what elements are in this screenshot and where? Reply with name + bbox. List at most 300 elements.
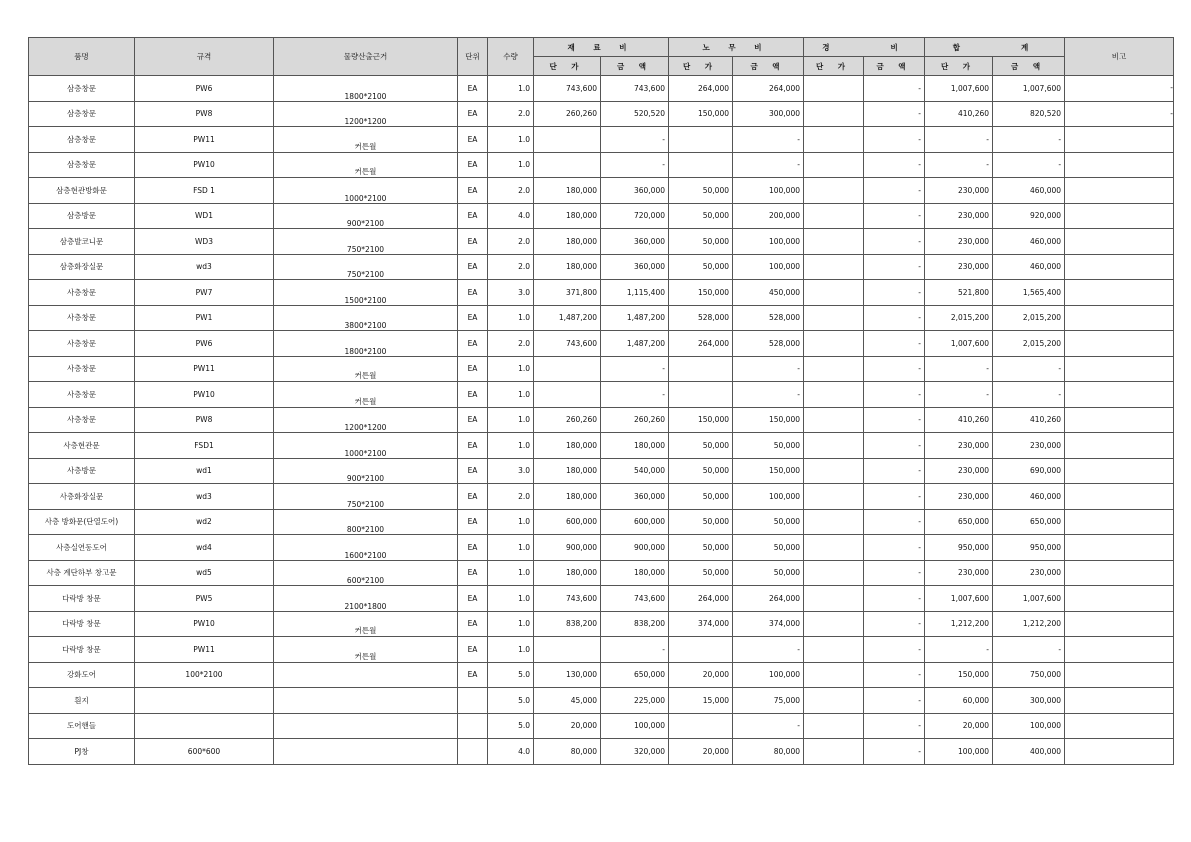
cell-material-unit-price: 743,600: [534, 76, 601, 102]
cell-name: 다락방 창문: [29, 586, 135, 612]
cell-basis: 2100*1800: [274, 586, 458, 612]
cell-material-amount: 320,000: [601, 739, 669, 765]
cell-expense-unit-price: [804, 229, 864, 255]
cell-labor-amount: -: [733, 152, 804, 178]
cell-unit: [458, 713, 488, 739]
cell-total-amount: 1,007,600: [993, 586, 1065, 612]
cell-basis: 커튼월: [274, 382, 458, 408]
cell-basis: 1000*2100: [274, 433, 458, 459]
cell-expense-amount: -: [864, 407, 925, 433]
cell-spec: PW10: [135, 611, 274, 637]
cell-expense-amount: -: [864, 229, 925, 255]
cell-material-unit-price: 180,000: [534, 203, 601, 229]
table-row: [29, 254, 1174, 280]
cell-name: 사층화장실문: [29, 484, 135, 510]
cell-unit: EA: [458, 229, 488, 255]
cell-basis: 커튼월: [274, 356, 458, 382]
outside-mark: -: [1170, 109, 1173, 118]
cell-total-amount: 690,000: [993, 458, 1065, 484]
cell-labor-amount: 100,000: [733, 662, 804, 688]
cell-basis: 커튼월: [274, 127, 458, 153]
header-qty: 수량: [488, 38, 534, 76]
outside-mark: -: [1170, 83, 1173, 92]
cell-basis: 750*2100: [274, 484, 458, 510]
cell-expense-unit-price: [804, 637, 864, 663]
cell-qty: 5.0: [488, 713, 534, 739]
cell-labor-amount: 100,000: [733, 254, 804, 280]
cell-basis: 1200*1200: [274, 407, 458, 433]
cell-unit: EA: [458, 637, 488, 663]
cell-material-unit-price: 80,000: [534, 739, 601, 765]
cell-material-amount: -: [601, 637, 669, 663]
cell-labor-unit-price: 264,000: [669, 76, 733, 102]
table-header: [29, 38, 1174, 76]
cell-labor-amount: -: [733, 382, 804, 408]
cell-expense-amount: -: [864, 382, 925, 408]
cell-expense-amount: -: [864, 356, 925, 382]
cell-total-unit-price: 410,260: [925, 407, 993, 433]
cell-material-unit-price: 260,260: [534, 101, 601, 127]
cell-expense-amount: -: [864, 637, 925, 663]
cell-material-amount: 520,520: [601, 101, 669, 127]
cell-labor-unit-price: 50,000: [669, 458, 733, 484]
table-row: [29, 356, 1174, 382]
cell-expense-amount: -: [864, 203, 925, 229]
cell-labor-unit-price: 150,000: [669, 280, 733, 306]
table-row: [29, 611, 1174, 637]
cell-expense-unit-price: [804, 101, 864, 127]
cell-expense-amount: -: [864, 305, 925, 331]
cell-spec: wd3: [135, 484, 274, 510]
cell-labor-amount: 450,000: [733, 280, 804, 306]
cell-labor-unit-price: [669, 637, 733, 663]
cell-expense-unit-price: [804, 127, 864, 153]
cell-labor-unit-price: 50,000: [669, 203, 733, 229]
cell-material-unit-price: 180,000: [534, 178, 601, 204]
cell-expense-unit-price: [804, 356, 864, 382]
cell-labor-unit-price: 50,000: [669, 509, 733, 535]
cell-labor-unit-price: 264,000: [669, 586, 733, 612]
cell-total-unit-price: 1,007,600: [925, 76, 993, 102]
cell-remark: [1065, 229, 1174, 255]
cell-name: 다락방 창문: [29, 637, 135, 663]
cell-remark: [1065, 535, 1174, 561]
cell-labor-amount: -: [733, 713, 804, 739]
cell-spec: FSD 1: [135, 178, 274, 204]
table-row: [29, 203, 1174, 229]
cell-labor-amount: 264,000: [733, 586, 804, 612]
cell-basis: 1000*2100: [274, 178, 458, 204]
cell-spec: PW6: [135, 331, 274, 357]
cell-name: 흰지: [29, 688, 135, 714]
cell-material-amount: 1,115,400: [601, 280, 669, 306]
cell-basis: 1500*2100: [274, 280, 458, 306]
cell-material-unit-price: [534, 637, 601, 663]
cell-labor-amount: 100,000: [733, 178, 804, 204]
cell-total-amount: 1,212,200: [993, 611, 1065, 637]
cell-spec: [135, 688, 274, 714]
cell-total-amount: 400,000: [993, 739, 1065, 765]
table-row: [29, 586, 1174, 612]
cell-material-unit-price: [534, 356, 601, 382]
cell-labor-amount: 200,000: [733, 203, 804, 229]
cell-unit: EA: [458, 586, 488, 612]
cell-total-unit-price: 230,000: [925, 203, 993, 229]
cell-total-unit-price: 230,000: [925, 560, 993, 586]
cell-name: 사층창문: [29, 407, 135, 433]
cell-material-amount: 360,000: [601, 178, 669, 204]
cell-labor-amount: 150,000: [733, 407, 804, 433]
cell-unit: EA: [458, 535, 488, 561]
cell-remark: [1065, 331, 1174, 357]
cell-qty: 1.0: [488, 152, 534, 178]
cell-total-unit-price: 60,000: [925, 688, 993, 714]
header-total-unit-price: 단 가: [925, 57, 993, 76]
cell-labor-unit-price: 528,000: [669, 305, 733, 331]
cell-remark: [1065, 611, 1174, 637]
cell-total-amount: 1,565,400: [993, 280, 1065, 306]
cell-expense-unit-price: [804, 611, 864, 637]
cell-labor-unit-price: [669, 382, 733, 408]
cell-expense-amount: -: [864, 535, 925, 561]
cell-labor-amount: 50,000: [733, 433, 804, 459]
cell-expense-unit-price: [804, 280, 864, 306]
cell-material-unit-price: [534, 152, 601, 178]
cell-expense-unit-price: [804, 560, 864, 586]
cell-unit: EA: [458, 280, 488, 306]
cell-total-unit-price: 230,000: [925, 433, 993, 459]
table-row: [29, 76, 1174, 102]
cell-expense-unit-price: [804, 713, 864, 739]
cell-labor-amount: -: [733, 127, 804, 153]
cell-material-amount: 1,487,200: [601, 331, 669, 357]
cell-labor-amount: 374,000: [733, 611, 804, 637]
cell-total-amount: 230,000: [993, 433, 1065, 459]
cell-material-amount: -: [601, 356, 669, 382]
cell-total-amount: -: [993, 127, 1065, 153]
cell-material-amount: 100,000: [601, 713, 669, 739]
cell-name: PJ창: [29, 739, 135, 765]
header-expense: 경 비: [804, 38, 925, 57]
cell-qty: 4.0: [488, 739, 534, 765]
cell-remark: [1065, 509, 1174, 535]
cell-expense-unit-price: [804, 76, 864, 102]
cell-expense-unit-price: [804, 739, 864, 765]
cell-labor-unit-price: 20,000: [669, 739, 733, 765]
cell-basis: 1800*2100: [274, 331, 458, 357]
cell-spec: PW11: [135, 127, 274, 153]
cell-labor-amount: 50,000: [733, 560, 804, 586]
cell-basis: 800*2100: [274, 509, 458, 535]
cell-total-amount: 460,000: [993, 178, 1065, 204]
cell-expense-unit-price: [804, 688, 864, 714]
header-basis: 물량산출근거: [274, 38, 458, 76]
cell-remark: [1065, 305, 1174, 331]
cell-material-amount: 650,000: [601, 662, 669, 688]
cell-expense-amount: -: [864, 713, 925, 739]
cell-qty: 1.0: [488, 637, 534, 663]
header-labor-unit-price: 단 가: [669, 57, 733, 76]
estimate-table: [28, 37, 1174, 765]
cell-qty: 1.0: [488, 127, 534, 153]
cell-unit: EA: [458, 509, 488, 535]
cell-total-unit-price: 230,000: [925, 458, 993, 484]
cell-name: 삼층발코니문: [29, 229, 135, 255]
cell-total-unit-price: 20,000: [925, 713, 993, 739]
cell-labor-amount: 75,000: [733, 688, 804, 714]
header-name: 품명: [29, 38, 135, 76]
cell-spec: wd1: [135, 458, 274, 484]
header-total: 합 계: [925, 38, 1065, 57]
cell-unit: EA: [458, 662, 488, 688]
cell-qty: 1.0: [488, 356, 534, 382]
cell-material-amount: -: [601, 152, 669, 178]
cell-name: 삼층창문: [29, 152, 135, 178]
cell-expense-amount: -: [864, 101, 925, 127]
cell-remark: [1065, 662, 1174, 688]
cell-expense-unit-price: [804, 254, 864, 280]
cell-expense-amount: -: [864, 178, 925, 204]
cell-expense-amount: -: [864, 458, 925, 484]
cell-remark: [1065, 127, 1174, 153]
cell-unit: EA: [458, 254, 488, 280]
header-expense-amount: 금 액: [864, 57, 925, 76]
cell-material-amount: 360,000: [601, 254, 669, 280]
cell-material-amount: -: [601, 382, 669, 408]
cell-unit: EA: [458, 356, 488, 382]
cell-material-unit-price: 130,000: [534, 662, 601, 688]
cell-remark: [1065, 560, 1174, 586]
cell-unit: [458, 688, 488, 714]
cell-remark: [1065, 178, 1174, 204]
cell-remark: [1065, 203, 1174, 229]
cell-total-amount: 460,000: [993, 229, 1065, 255]
cell-material-amount: 900,000: [601, 535, 669, 561]
table-row: [29, 152, 1174, 178]
cell-labor-unit-price: 374,000: [669, 611, 733, 637]
cell-qty: 4.0: [488, 203, 534, 229]
cell-total-unit-price: 1,212,200: [925, 611, 993, 637]
cell-total-amount: 2,015,200: [993, 331, 1065, 357]
cell-labor-unit-price: 20,000: [669, 662, 733, 688]
cell-material-unit-price: 180,000: [534, 458, 601, 484]
cell-labor-unit-price: [669, 127, 733, 153]
cell-qty: 1.0: [488, 433, 534, 459]
cell-material-unit-price: [534, 382, 601, 408]
cell-qty: 1.0: [488, 509, 534, 535]
cell-total-unit-price: -: [925, 127, 993, 153]
table-row: [29, 688, 1174, 714]
cell-expense-unit-price: [804, 331, 864, 357]
cell-total-amount: 2,015,200: [993, 305, 1065, 331]
cell-qty: 2.0: [488, 101, 534, 127]
cell-material-unit-price: 45,000: [534, 688, 601, 714]
cell-total-amount: 230,000: [993, 560, 1065, 586]
cell-expense-unit-price: [804, 305, 864, 331]
cell-expense-unit-price: [804, 662, 864, 688]
cell-material-unit-price: 20,000: [534, 713, 601, 739]
cell-expense-unit-price: [804, 152, 864, 178]
table-row: [29, 509, 1174, 535]
cell-material-amount: 225,000: [601, 688, 669, 714]
cell-material-amount: 743,600: [601, 586, 669, 612]
table-row: [29, 637, 1174, 663]
cell-spec: PW11: [135, 637, 274, 663]
cell-total-amount: -: [993, 637, 1065, 663]
cell-total-amount: 300,000: [993, 688, 1065, 714]
table-row: [29, 433, 1174, 459]
table-row: [29, 101, 1174, 127]
cell-labor-amount: 264,000: [733, 76, 804, 102]
cell-total-amount: 650,000: [993, 509, 1065, 535]
cell-material-amount: 180,000: [601, 433, 669, 459]
cell-material-unit-price: 260,260: [534, 407, 601, 433]
cell-material-unit-price: 600,000: [534, 509, 601, 535]
cell-labor-unit-price: 50,000: [669, 229, 733, 255]
cell-expense-unit-price: [804, 509, 864, 535]
cell-spec: wd3: [135, 254, 274, 280]
cell-total-unit-price: 230,000: [925, 178, 993, 204]
cell-qty: 1.0: [488, 382, 534, 408]
cell-material-unit-price: 371,800: [534, 280, 601, 306]
cell-total-amount: 750,000: [993, 662, 1065, 688]
cell-spec: WD1: [135, 203, 274, 229]
cell-qty: 1.0: [488, 611, 534, 637]
cell-qty: 2.0: [488, 331, 534, 357]
cell-unit: EA: [458, 305, 488, 331]
cell-name: 삼층창문: [29, 127, 135, 153]
cell-basis: 커튼월: [274, 152, 458, 178]
cell-basis: 커튼월: [274, 611, 458, 637]
header-spec: 규격: [135, 38, 274, 76]
cell-labor-amount: -: [733, 356, 804, 382]
cell-expense-unit-price: [804, 407, 864, 433]
cell-labor-amount: 100,000: [733, 484, 804, 510]
cell-expense-unit-price: [804, 178, 864, 204]
cell-basis: 커튼월: [274, 637, 458, 663]
cell-labor-unit-price: [669, 356, 733, 382]
cell-material-unit-price: 180,000: [534, 484, 601, 510]
cell-total-amount: 460,000: [993, 254, 1065, 280]
cell-qty: 3.0: [488, 458, 534, 484]
cell-total-unit-price: 521,800: [925, 280, 993, 306]
cell-expense-amount: -: [864, 688, 925, 714]
cell-spec: [135, 713, 274, 739]
cell-labor-unit-price: 50,000: [669, 178, 733, 204]
cell-basis: [274, 739, 458, 765]
cell-material-amount: 1,487,200: [601, 305, 669, 331]
cell-total-unit-price: -: [925, 356, 993, 382]
cell-unit: EA: [458, 433, 488, 459]
cell-remark: [1065, 280, 1174, 306]
cell-expense-amount: -: [864, 76, 925, 102]
cell-material-amount: 360,000: [601, 229, 669, 255]
cell-basis: [274, 713, 458, 739]
cell-basis: 750*2100: [274, 254, 458, 280]
cell-spec: 600*600: [135, 739, 274, 765]
table-row: [29, 280, 1174, 306]
cell-spec: PW5: [135, 586, 274, 612]
cell-unit: EA: [458, 382, 488, 408]
cell-remark: [1065, 586, 1174, 612]
table-row: [29, 713, 1174, 739]
table-row: [29, 382, 1174, 408]
cell-unit: EA: [458, 560, 488, 586]
cell-labor-unit-price: 50,000: [669, 433, 733, 459]
cell-expense-amount: -: [864, 586, 925, 612]
cell-unit: [458, 739, 488, 765]
table-row: [29, 178, 1174, 204]
cell-labor-unit-price: 50,000: [669, 535, 733, 561]
table-row: [29, 662, 1174, 688]
cell-labor-amount: 150,000: [733, 458, 804, 484]
cell-total-unit-price: 230,000: [925, 484, 993, 510]
cell-spec: 100*2100: [135, 662, 274, 688]
cell-basis: 1600*2100: [274, 535, 458, 561]
cell-name: 삼층현관방화문: [29, 178, 135, 204]
cell-name: 사층실연동도어: [29, 535, 135, 561]
cell-total-unit-price: 1,007,600: [925, 331, 993, 357]
header-unit: 단위: [458, 38, 488, 76]
cell-qty: 1.0: [488, 407, 534, 433]
cell-remark: [1065, 407, 1174, 433]
cell-total-amount: -: [993, 356, 1065, 382]
cell-material-amount: 838,200: [601, 611, 669, 637]
cell-expense-unit-price: [804, 458, 864, 484]
cell-total-amount: -: [993, 382, 1065, 408]
cell-spec: PW6: [135, 76, 274, 102]
cell-total-amount: 820,520: [993, 101, 1065, 127]
cell-qty: 2.0: [488, 229, 534, 255]
cell-expense-amount: -: [864, 484, 925, 510]
cell-labor-amount: 528,000: [733, 331, 804, 357]
cell-material-unit-price: 180,000: [534, 254, 601, 280]
cell-material-amount: 360,000: [601, 484, 669, 510]
cell-name: 다락방 창문: [29, 611, 135, 637]
table-row: [29, 331, 1174, 357]
cell-labor-amount: 300,000: [733, 101, 804, 127]
cell-spec: PW8: [135, 101, 274, 127]
cell-unit: EA: [458, 101, 488, 127]
cell-name: 강화도어: [29, 662, 135, 688]
table-body: [29, 76, 1174, 765]
table-row: [29, 739, 1174, 765]
cell-qty: 2.0: [488, 484, 534, 510]
cell-basis: 1800*2100: [274, 76, 458, 102]
cell-spec: PW11: [135, 356, 274, 382]
cell-expense-unit-price: [804, 203, 864, 229]
cell-remark: [1065, 254, 1174, 280]
cell-labor-unit-price: [669, 152, 733, 178]
cell-qty: 2.0: [488, 254, 534, 280]
cell-total-unit-price: 650,000: [925, 509, 993, 535]
table-row: [29, 305, 1174, 331]
cell-remark: [1065, 356, 1174, 382]
cell-name: 도어핸들: [29, 713, 135, 739]
cell-name: 사층현관문: [29, 433, 135, 459]
cell-spec: wd5: [135, 560, 274, 586]
cell-basis: 900*2100: [274, 203, 458, 229]
cell-name: 삼층창문: [29, 76, 135, 102]
cell-total-amount: 460,000: [993, 484, 1065, 510]
cell-labor-amount: -: [733, 637, 804, 663]
cell-expense-amount: -: [864, 433, 925, 459]
cell-spec: PW7: [135, 280, 274, 306]
cell-remark: [1065, 713, 1174, 739]
cell-total-unit-price: 2,015,200: [925, 305, 993, 331]
cell-unit: EA: [458, 152, 488, 178]
cell-basis: 3800*2100: [274, 305, 458, 331]
